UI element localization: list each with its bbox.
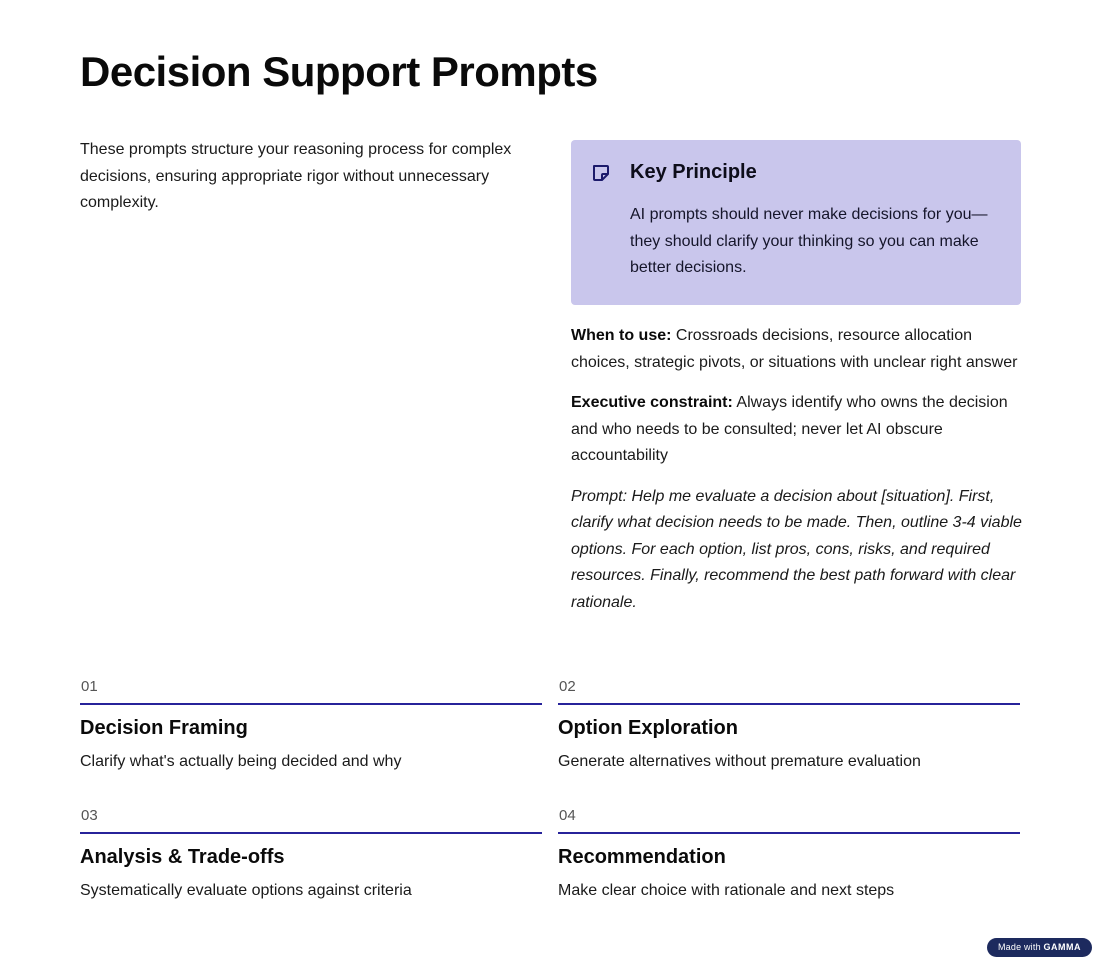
intro-text: These prompts structure your reasoning process for complex decisions, ensuring appropriate rigor without unnecessary complexity. [80,141,512,211]
made-with-gamma-badge[interactable] [987,938,1092,957]
step-divider [80,703,542,705]
step-description: Generate alternatives without premature evaluation [558,753,921,770]
step-title: Option Exploration [558,717,738,739]
step-number: 01 [81,678,98,695]
step-divider [558,832,1020,834]
when-to-use [571,323,1023,376]
executive-constraint-text: Always identify who owns the decision and who needs to be consulted; never let AI obscure accountability [571,394,1008,464]
step-number: 02 [559,678,576,695]
callout-body: AI prompts should never make decisions for you—they should clarify your thinking so you can make better decisions. [630,206,988,276]
step-description: Systematically evaluate options against criteria [80,882,412,899]
badge-prefix: Made with [997,942,1041,952]
sticky-note-icon [591,163,611,183]
step-number: 04 [559,807,576,824]
when-to-use-text: Crossroads decisions, resource allocation choices, strategic pivots, or situations with unclear right answer [571,327,1018,371]
details-section [571,323,1023,630]
callout-title: Key Principle [630,161,757,183]
step-title: Recommendation [558,846,726,868]
step-card [558,805,1020,900]
executive-constraint-label: Executive constraint: [571,394,733,411]
when-to-use-label: When to use: [571,327,672,344]
step-card [558,676,1020,771]
step-title: Decision Framing [80,717,248,739]
step-card [80,805,542,900]
step-card [80,676,542,771]
step-number: 03 [81,807,98,824]
executive-constraint [571,390,1023,470]
step-divider [80,832,542,834]
step-divider [558,703,1020,705]
step-title: Analysis & Trade-offs [80,846,285,868]
key-principle-callout [571,140,1021,305]
step-description: Make clear choice with rationale and next steps [558,882,895,899]
prompt-text: Prompt: Help me evaluate a decision about [situation]. First, clarify what decision needs to be made. Then, outline 3-4 viable options. For each option, list pros, cons, risks, and required resources. Finally, recommend the best path forward with clear rationale. [571,487,1022,611]
gamma-logo: GAMMA [1043,942,1081,952]
step-description: Clarify what's actually being decided and why [80,753,402,770]
page-title: Decision Support Prompts [80,48,598,95]
